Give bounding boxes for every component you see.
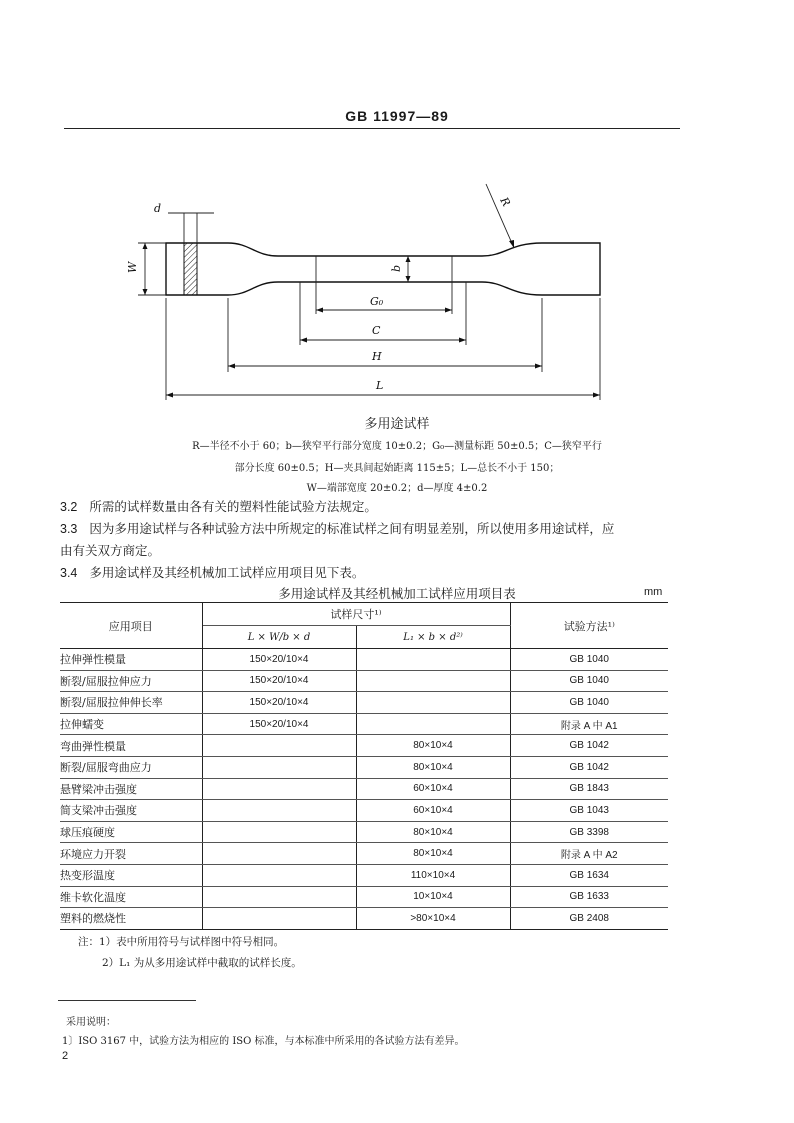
table-note-1: 注：1）表中所用符号与试样图中符号相同。 <box>78 936 285 948</box>
specimen-outline <box>166 243 600 295</box>
header-size: 试样尺寸¹⁾ <box>202 603 510 626</box>
row-item: 维卡软化温度 <box>60 886 202 908</box>
footnote-rule <box>58 1000 196 1001</box>
row-item: 热变形温度 <box>60 864 202 886</box>
paragraph-3-3-cont <box>60 541 160 559</box>
row-item: 拉伸蠕变 <box>60 713 202 735</box>
row-size-a <box>202 800 356 822</box>
row-method: GB 2408 <box>510 908 668 930</box>
specimen-drawing <box>0 0 794 410</box>
row-method: GB 1042 <box>510 756 668 778</box>
row-size-b: 80×10×4 <box>356 843 510 865</box>
label-H: H <box>372 350 382 363</box>
figure-legend-line-2: 部分长度 60±0.5；H—夹具间起始距离 115±5；L—总长不小于 150； <box>234 463 560 474</box>
table-row <box>60 864 668 886</box>
table-row <box>60 886 668 908</box>
application-table <box>60 602 668 930</box>
row-method: GB 1633 <box>510 886 668 908</box>
row-item: 简支梁冲击强度 <box>60 800 202 822</box>
row-size-a <box>202 908 356 930</box>
table-row <box>60 800 668 822</box>
table-row <box>60 843 668 865</box>
header-size-a: L × W/b × d <box>202 626 356 649</box>
paragraph-3-3 <box>60 519 614 537</box>
table-row <box>60 692 668 714</box>
row-size-a: 150×20/10×4 <box>202 713 356 735</box>
label-L: L <box>376 379 384 392</box>
row-size-b: >80×10×4 <box>356 908 510 930</box>
row-size-a <box>202 864 356 886</box>
row-size-b: 10×10×4 <box>356 886 510 908</box>
table-note-2: 2）L₁ 为从多用途试样中截取的试样长度。 <box>102 957 302 969</box>
row-size-a <box>202 886 356 908</box>
footnote-heading: 采用说明： <box>66 1017 116 1028</box>
paragraph-3-4 <box>60 563 364 581</box>
row-method: GB 3398 <box>510 821 668 843</box>
page-number: 2 <box>62 1050 69 1062</box>
label-G0: G₀ <box>370 295 384 308</box>
row-size-b: 80×10×4 <box>356 821 510 843</box>
header-method: 试验方法¹⁾ <box>510 603 668 649</box>
table-row <box>60 735 668 757</box>
table-title: 多用途试样及其经机械加工试样应用项目表 <box>278 586 516 601</box>
row-size-b: 60×10×4 <box>356 800 510 822</box>
row-size-a <box>202 778 356 800</box>
row-item: 断裂/屈服拉伸伸长率 <box>60 692 202 714</box>
figure-title: 多用途试样 <box>364 417 430 432</box>
para-text: 多用途试样及其经机械加工试样应用项目见下表。 <box>89 565 365 580</box>
row-size-a <box>202 843 356 865</box>
row-method: 附录 A 中 A1 <box>510 713 668 735</box>
row-item: 塑料的燃烧性 <box>60 908 202 930</box>
label-R: R <box>497 195 513 209</box>
label-W: W <box>126 261 139 273</box>
row-size-a <box>202 735 356 757</box>
figure-legend-line-3: W—端部宽度 20±0.2；d—厚度 4±0.2 <box>306 483 488 494</box>
row-size-b: 80×10×4 <box>356 756 510 778</box>
table-row <box>60 908 668 930</box>
row-size-a: 150×20/10×4 <box>202 692 356 714</box>
row-size-b <box>356 649 510 671</box>
row-size-a <box>202 756 356 778</box>
row-method: GB 1040 <box>510 692 668 714</box>
para-text: 由有关双方商定。 <box>60 543 161 558</box>
row-item: 断裂/屈服弯曲应力 <box>60 756 202 778</box>
footnote-text: 1〕ISO 3167 中，试验方法为相应的 ISO 标准，与本标准中所采用的各试验方法有差异。 <box>62 1036 465 1047</box>
row-size-b: 110×10×4 <box>356 864 510 886</box>
table-row <box>60 778 668 800</box>
row-size-b <box>356 713 510 735</box>
row-item: 悬臂梁冲击强度 <box>60 778 202 800</box>
table-row <box>60 649 668 671</box>
row-size-b <box>356 670 510 692</box>
row-item: 环境应力开裂 <box>60 843 202 865</box>
paragraph-3-2 <box>60 497 377 515</box>
label-d: d <box>154 202 162 215</box>
para-text: 所需的试样数量由各有关的塑料性能试验方法规定。 <box>89 499 377 514</box>
table-row <box>60 713 668 735</box>
row-method: 附录 A 中 A2 <box>510 843 668 865</box>
document-code: GB 11997—89 <box>345 108 449 124</box>
row-method: GB 1042 <box>510 735 668 757</box>
row-item: 弯曲弹性模量 <box>60 735 202 757</box>
label-b: b <box>390 264 403 272</box>
label-C: C <box>372 324 381 337</box>
thickness-section <box>184 243 197 295</box>
table-row <box>60 821 668 843</box>
table-unit: mm <box>644 586 663 598</box>
row-item: 断裂/屈服拉伸应力 <box>60 670 202 692</box>
table-row <box>60 670 668 692</box>
row-size-a <box>202 821 356 843</box>
row-size-b: 60×10×4 <box>356 778 510 800</box>
row-size-a: 150×20/10×4 <box>202 649 356 671</box>
row-item: 拉伸弹性模量 <box>60 649 202 671</box>
row-method: GB 1043 <box>510 800 668 822</box>
row-size-a: 150×20/10×4 <box>202 670 356 692</box>
table-row <box>60 756 668 778</box>
row-item: 球压痕硬度 <box>60 821 202 843</box>
para-number: 3.3 <box>60 522 78 536</box>
figure-legend-line-1: R—半径不小于 60；b—狭窄平行部分宽度 10±0.2；G₀—测量标距 50±0.5；C—狭窄平行 <box>192 441 602 452</box>
header-size-b: L₁ × b × d²⁾ <box>356 626 510 649</box>
row-method: GB 1843 <box>510 778 668 800</box>
para-number: 3.2 <box>60 500 78 514</box>
row-method: GB 1634 <box>510 864 668 886</box>
row-method: GB 1040 <box>510 649 668 671</box>
row-method: GB 1040 <box>510 670 668 692</box>
row-size-b: 80×10×4 <box>356 735 510 757</box>
para-text: 因为多用途试样与各种试验方法中所规定的标准试样之间有明显差别，所以使用多用途试样，应 <box>89 521 615 536</box>
para-number: 3.4 <box>60 566 78 580</box>
header-item: 应用项目 <box>60 603 202 649</box>
row-size-b <box>356 692 510 714</box>
